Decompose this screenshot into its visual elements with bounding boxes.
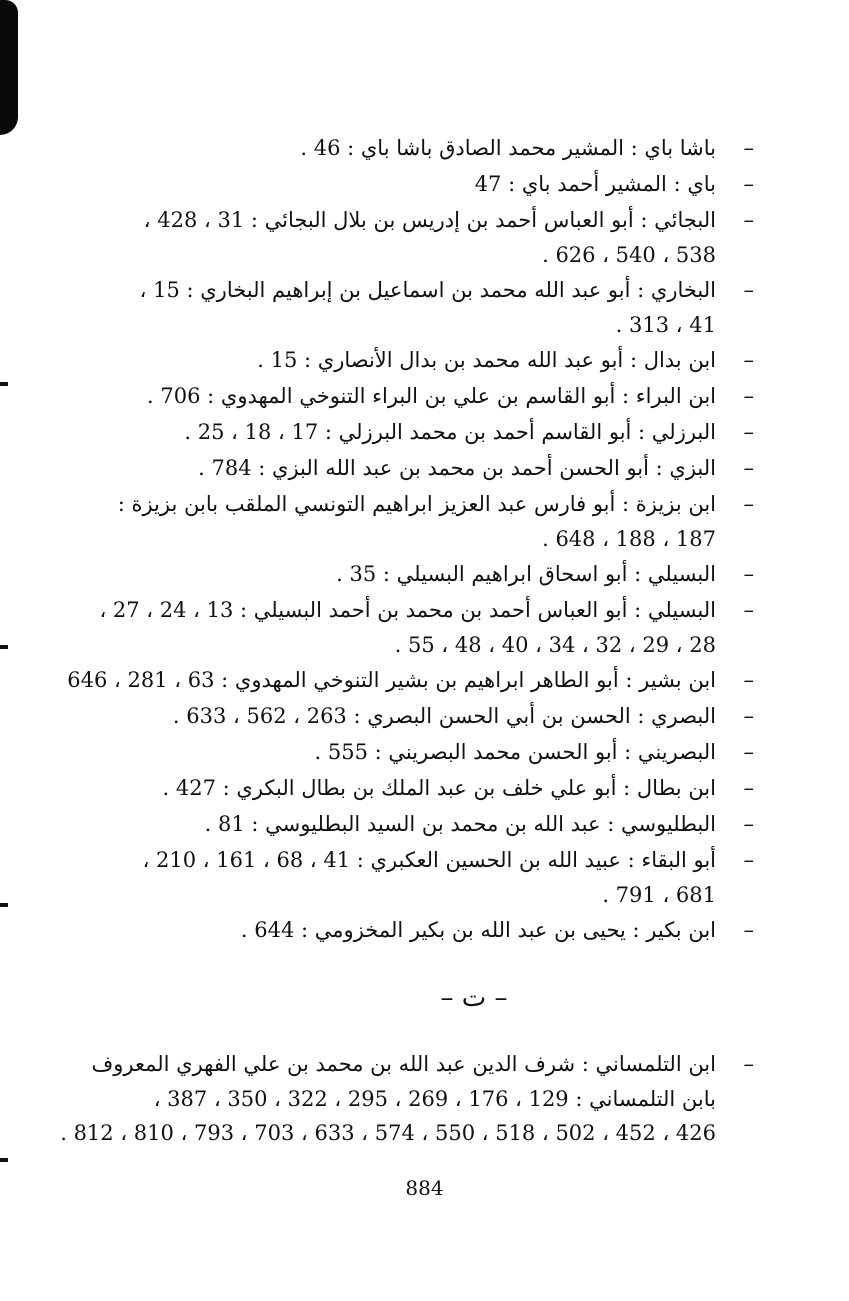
entry-dash: – [743, 562, 754, 586]
entry-dash: – [743, 456, 754, 480]
entry-dash: – [743, 136, 754, 160]
index-entry [104, 486, 754, 556]
entry-dash: – [743, 776, 754, 800]
index-entry [104, 806, 754, 842]
entry-continuation: 681 ، 791 . [602, 883, 716, 907]
entry-dash: – [743, 668, 754, 692]
section-heading-ta: – ت – [440, 983, 508, 1013]
entry-dash: – [743, 208, 754, 232]
entry-text: البسيلي : أبو اسحاق ابراهيم البسيلي : 35 . [336, 562, 716, 586]
entry-dash: – [743, 704, 754, 728]
entry-text: أبو البقاء : عبيد الله بن الحسين العكبري : 41 ، 68 ، 161 ، 210 ، [142, 848, 716, 872]
entry-continuation: 538 ، 540 ، 626 . [542, 243, 716, 267]
entry-dash: – [743, 348, 754, 372]
entry-text: ابن بكير : يحيى بن عبد الله بن بكير المخزومي : 644 . [240, 918, 716, 942]
entry-dash: – [743, 848, 754, 872]
entry-text: باي : المشير أحمد باي : 47 [474, 172, 716, 196]
entry-continuation: 28 ، 29 ، 32 ، 34 ، 40 ، 48 ، 55 . [394, 633, 716, 657]
entry-text: البرزلي : أبو القاسم أحمد بن محمد البرزلي : 17 ، 18 ، 25 . [184, 420, 716, 444]
scan-edge-mark [0, 903, 8, 907]
entry-text: ابن بزيزة : أبو فارس عبد العزيز ابراهيم التونسي الملقب بابن بزيزة : [117, 492, 716, 516]
entry-dash: – [743, 812, 754, 836]
index-entry [104, 342, 754, 378]
entry-dash: – [743, 918, 754, 942]
entry-dash: – [743, 172, 754, 196]
index-entry [104, 378, 754, 414]
index-section-b [67, 130, 754, 948]
entry-text: ابن التلمساني : شرف الدين عبد الله بن محمد بن علي الفهري المعروف [91, 1052, 716, 1076]
index-entry [99, 592, 754, 662]
index-entry [104, 166, 754, 202]
entry-text: البطليوسي : عبد الله بن محمد بن السيد البطليوسي : 81 . [204, 812, 716, 836]
index-entry [104, 414, 754, 450]
index-entry [104, 734, 754, 770]
entry-text: البجائي : أبو العباس أحمد بن إدريس بن بلال البجائي : 31 ، 428 ، [143, 208, 716, 232]
index-entry [104, 272, 754, 342]
index-entry [104, 842, 754, 912]
entry-continuation: 41 ، 313 . [615, 313, 716, 337]
entry-text: ابن بشير : أبو الطاهر ابراهيم بن بشير التنوخي المهدوي : 63 ، 281 ، 646 [67, 668, 716, 692]
scan-edge-mark [0, 1158, 8, 1162]
entry-dash: – [743, 384, 754, 408]
index-entry [104, 770, 754, 806]
entry-dash: – [743, 492, 754, 516]
entry-text: باشا باي : المشير محمد الصادق باشا باي : 46 . [300, 136, 716, 160]
entry-dash: – [743, 598, 754, 622]
index-entry [104, 698, 754, 734]
index-entry [60, 1046, 754, 1150]
scan-edge-mark [0, 382, 8, 386]
entry-text: ابن بطال : أبو علي خلف بن عبد الملك بن بطال البكري : 427 . [162, 776, 716, 800]
index-entry [104, 450, 754, 486]
entry-text: البخاري : أبو عبد الله محمد بن اسماعيل بن إبراهيم البخاري : 15 ، [139, 278, 716, 302]
page-number: 884 [405, 1176, 444, 1200]
scan-edge-mark [0, 645, 8, 649]
entry-dash: – [743, 740, 754, 764]
entry-continuation: 187 ، 188 ، 648 . [542, 527, 716, 551]
entry-continuation: بابن التلمساني : 129 ، 176 ، 269 ، 295 ، 322 ، 350 ، 387 ، [153, 1087, 716, 1111]
index-entry [104, 556, 754, 592]
index-entry [104, 130, 754, 166]
index-entry [104, 202, 754, 272]
entry-dash: – [743, 278, 754, 302]
entry-dash: – [743, 1052, 754, 1076]
entry-text: البسيلي : أبو العباس أحمد بن محمد بن أحمد البسيلي : 13 ، 24 ، 27 ، [99, 598, 716, 622]
entry-text: البزي : أبو الحسن أحمد بن محمد بن عبد الله البزي : 784 . [198, 456, 716, 480]
entry-text: البصري : الحسن بن أبي الحسن البصري : 263 ، 562 ، 633 . [172, 704, 716, 728]
entry-dash: – [743, 420, 754, 444]
entry-text: البصريني : أبو الحسن محمد البصريني : 555 . [314, 740, 716, 764]
index-entry [104, 912, 754, 948]
entry-continuation: 426 ، 452 ، 502 ، 518 ، 550 ، 574 ، 633 ، 703 ، 793 ، 810 ، 812 . [60, 1121, 716, 1145]
entry-text: ابن البراء : أبو القاسم بن علي بن البراء التنوخي المهدوي : 706 . [147, 384, 716, 408]
scan-binding-shadow [0, 0, 18, 135]
index-section-t [60, 1046, 754, 1150]
entry-text: ابن بدال : أبو عبد الله محمد بن بدال الأنصاري : 15 . [257, 348, 716, 372]
index-entry [67, 662, 754, 698]
index-list [60, 130, 754, 1150]
